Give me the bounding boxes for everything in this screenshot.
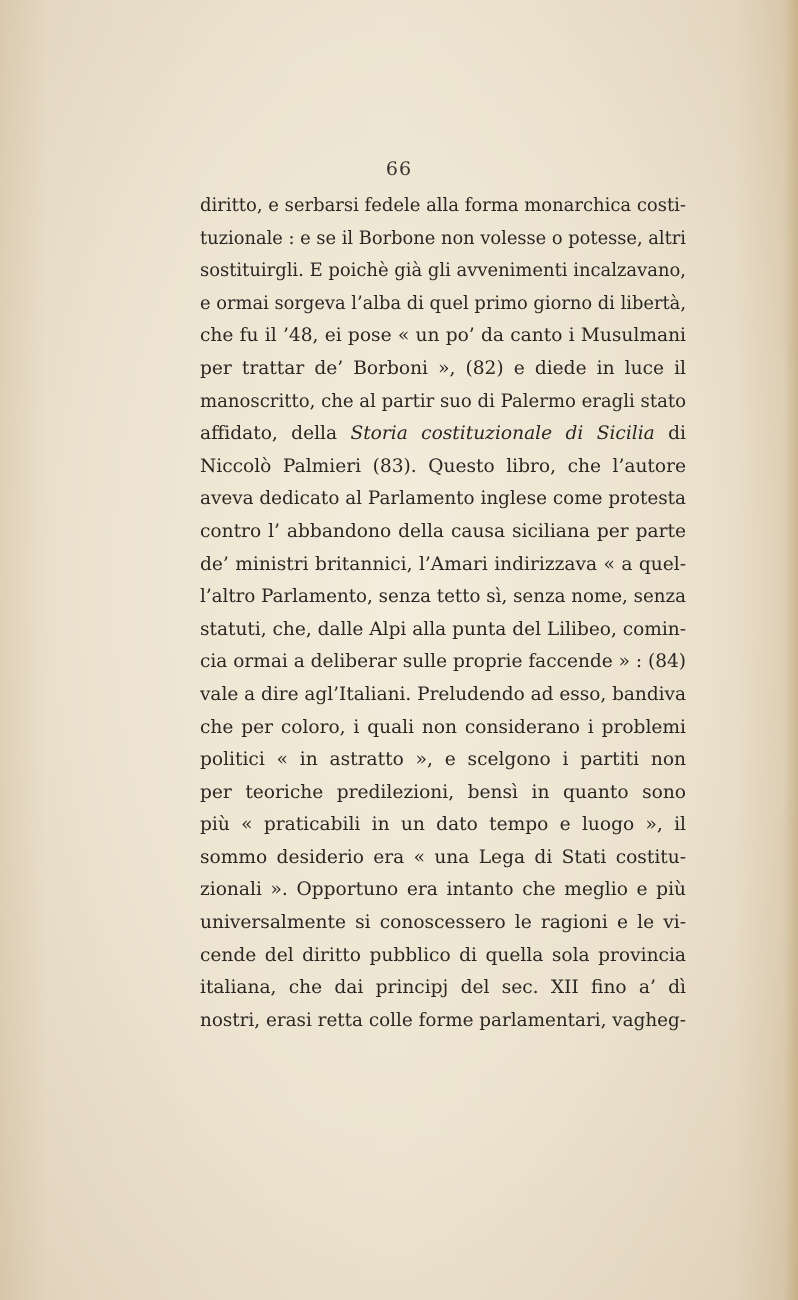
text-line: diritto, e serbarsi fedele alla forma monarchica costi- [200, 195, 686, 216]
text-line: affidato, della Storia costituzionale di Sicilia di [200, 423, 686, 445]
text-line: Niccolò Palmieri (83). Questo libro, che l’autore [200, 455, 686, 477]
text-line: de’ ministri britannici, l’Amari indirizzava « a quel- [200, 553, 686, 575]
text-line: che fu il ’48, ei pose « un po’ da canto i Musulmani [200, 325, 686, 347]
text-line: che per coloro, i quali non considerano i problemi [200, 716, 686, 738]
text-line: aveva dedicato al Parlamento inglese come protesta [200, 488, 686, 510]
text-line: e ormai sorgeva l’alba di quel primo giorno di libertà, [200, 292, 686, 314]
page-number: 66 [385, 158, 413, 180]
text-line: italiana, che dai principj del sec. XII fino a’ dì [200, 977, 686, 999]
text-line: contro l’ abbandono della causa siciliana per parte [200, 520, 686, 542]
text-line: sommo desiderio era « una Lega di Stati costitu- [200, 846, 686, 868]
text-line: sostituirgli. E poichè già gli avvenimenti incalzavano, [200, 260, 686, 282]
text-line: cende del diritto pubblico di quella sola provincia [200, 944, 686, 966]
page-edge-shadow [784, 0, 798, 1300]
text-line: più « praticabili in un dato tempo e luogo », il [200, 814, 686, 836]
text-line: per teoriche predilezioni, bensì in quanto sono [200, 781, 686, 803]
text-line: politici « in astratto », e scelgono i partiti non [200, 749, 686, 771]
book-title-italic: Storia costituzionale di Sicilia [350, 423, 655, 445]
text-line: universalmente si conoscessero le ragioni e le vi- [200, 912, 686, 934]
text-line: cia ormai a deliberar sulle proprie faccende » : (84) [200, 651, 686, 673]
text-line: l’altro Parlamento, senza tetto sì, senza nome, senza [200, 586, 686, 608]
text-line: vale a dire agl’Italiani. Preludendo ad esso, bandiva [200, 683, 686, 705]
text-line: tuzionale : e se il Borbone non volesse o potesse, altri [200, 227, 686, 249]
text-line: manoscritto, che al partir suo di Palermo eragli stato [200, 390, 686, 412]
text-line: statuti, che, dalle Alpi alla punta del Lilibeo, comin- [200, 618, 686, 640]
text-line: nostri, erasi retta colle forme parlamentari, vagheg- [200, 1009, 686, 1031]
text-line: per trattar de’ Borboni », (82) e diede in luce il [200, 357, 686, 379]
text-line: zionali ». Opportuno era intanto che meglio e più [200, 879, 686, 901]
body-text [200, 190, 686, 1037]
